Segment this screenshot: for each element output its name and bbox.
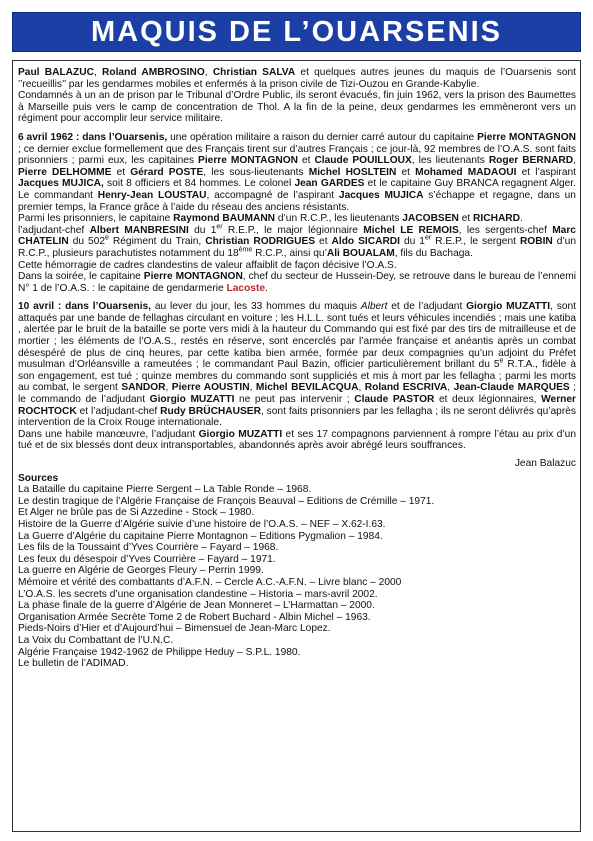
- highlight-name: Lacoste: [226, 282, 266, 294]
- bold-text-run: Giorgio MUZATTI: [198, 428, 283, 440]
- text-run: ,: [204, 67, 213, 78]
- text-run: R.E.P., le sergent: [431, 236, 520, 248]
- text-run: Condamnés à un an de prison par le Tribunal d’Ordre Public, ils seront évacués, fin juin 1962, vers la prison des Baumettes à Marseille puis vers le camp de concentration de Thol. A la fin de la peine, deux gendarmes les emmèneront vers un régiment pour accomplir leur service militaire.: [18, 90, 576, 125]
- bold-text-run: Raymond BAUMANN: [173, 213, 276, 225]
- title-banner: [12, 12, 581, 52]
- bold-text-run: Michel BEVILACQUA: [255, 382, 359, 394]
- source-item: Les fils de la Toussaint d’Yves Courrière – Fayard – 1968.: [18, 542, 279, 554]
- bold-text-run: Paul BALAZUC: [18, 67, 94, 78]
- article-paragraph: [18, 67, 576, 125]
- bold-text-run: Michel LE REMOIS: [363, 224, 459, 236]
- source-item: La guerre en Algérie de Georges Fleury – Perrin 1999.: [18, 565, 264, 577]
- text-run: une opération militaire a raison du dernier carré autour du capitaine: [167, 131, 478, 143]
- source-item: L’O.A.S. les secrets d’une organisation clandestine – Historia – mars-avril 2002.: [18, 588, 378, 600]
- text-run: , les sous-lieutenants: [203, 166, 309, 178]
- article-paragraph: [18, 301, 576, 452]
- text-run: et deux légionnaires,: [434, 394, 542, 406]
- text-run: d’un R.C.P., plusieurs parachutistes notamment du 18: [18, 236, 576, 259]
- bold-text-run: Aldo SICARDI: [331, 236, 400, 248]
- author-signature: Jean Balazuc: [514, 458, 576, 469]
- bold-text-run: Werner ROCHTOCK: [18, 394, 577, 417]
- text-run: et le capitaine Guy BRANCA regagnent Alger. Le commandant: [18, 178, 577, 201]
- text-run: e: [105, 234, 109, 242]
- bold-text-run: Rudy BRÜCHAUSER: [160, 405, 261, 417]
- text-run: ,: [93, 67, 103, 78]
- text-run: .: [265, 282, 268, 294]
- sources-heading: Sources: [18, 472, 59, 484]
- text-run: et: [315, 236, 332, 248]
- text-run: ,: [249, 382, 256, 394]
- text-run: ,: [358, 382, 365, 394]
- text-run: ,: [447, 382, 454, 394]
- text-run: Dans la soirée, le capitaine: [18, 271, 144, 283]
- text-run: du 502: [68, 236, 106, 248]
- text-run: d’un R.C.P., les lieutenants: [275, 213, 403, 225]
- bold-text-run: Pierre MONTAGNON: [143, 271, 243, 283]
- source-item: Le destin tragique de l’Algérie Française de François Beauval – Editions de Crémille – 1971.: [18, 495, 435, 507]
- text-run: , sont faits prisonniers par les fellagha ; ils ne seront délivrés qu’après intervention de la Croix Rouge internationale.: [18, 405, 576, 429]
- text-run: du 1: [400, 236, 425, 248]
- text-run: et: [396, 166, 416, 178]
- bold-text-run: Roger BERNARD: [488, 155, 574, 167]
- bold-text-run: RICHARD: [473, 213, 521, 225]
- text-run: ,: [165, 382, 172, 394]
- bold-text-run: Giorgio MUZATTI: [466, 301, 551, 313]
- bold-text-run: JACOBSEN: [402, 213, 459, 225]
- text-run: ,: [573, 155, 576, 167]
- text-run: Dans une habile manœuvre, l’adjudant: [18, 428, 199, 440]
- source-item: La Voix du Combattant de l’U.N.C.: [18, 634, 174, 646]
- bold-text-run: Roland ESCRIVA: [364, 382, 448, 394]
- source-item: La Bataille du capitaine Pierre Sergent – La Table Ronde – 1968.: [18, 484, 312, 496]
- text-run: au lever du jour, les 33 hommes du maquis: [151, 301, 361, 313]
- text-run: du 1: [188, 224, 217, 236]
- page-title: MAQUIS DE L’OUARSENIS: [91, 15, 502, 48]
- bold-text-run: Pierre DELHOMME: [18, 166, 112, 178]
- text-run: et: [298, 155, 315, 167]
- bold-text-run: SANDOR: [121, 382, 166, 394]
- bold-text-run: Roland AMBROSINO: [102, 67, 205, 78]
- text-run: ; le commando de l’adjudant: [18, 382, 576, 406]
- bold-text-run: Pierre MONTAGNON: [198, 155, 299, 167]
- bold-text-run: Christian RODRIGUES: [205, 236, 316, 248]
- text-run: l’adjudant-chef: [18, 224, 90, 236]
- article-paragraph: [18, 132, 576, 294]
- bold-text-run: Gérard POSTE: [130, 166, 204, 178]
- text-run: et l’aspirant: [516, 166, 576, 178]
- bold-text-run: Pierre MONTAGNON: [477, 131, 576, 143]
- bold-text-run: Albert MANBRESINI: [89, 224, 189, 236]
- article-frame: [12, 60, 581, 832]
- source-item: Algérie Française 1942-1962 de Philippe Heduy – S.P.L. 1980.: [18, 646, 301, 658]
- text-run: ne peut pas intervenir ;: [234, 394, 355, 406]
- source-item: Histoire de la Guerre d’Algérie suivie d’une histoire de l’O.A.S. – NEF – X.62-I.63.: [18, 518, 386, 530]
- text-run: , les lieutenants: [411, 155, 489, 167]
- text-run: , les sergents-chef: [458, 224, 553, 236]
- document-page: [10, 8, 583, 832]
- text-run: R.C.P., ainsi qu’: [252, 247, 327, 259]
- bold-text-run: 6 avril 1962 : dans l’Ouarsenis,: [18, 131, 168, 143]
- bold-text-run: ROBIN: [519, 236, 553, 248]
- text-run: et l’adjudant-chef: [76, 405, 161, 417]
- bold-text-run: Mohamed MADAOUI: [415, 166, 517, 178]
- source-item: Les feux du désespoir d’Yves Courrière – Fayard – 1971.: [18, 553, 276, 565]
- text-run: et: [458, 213, 474, 225]
- text-run: soit 8 officiers et 84 hommes. Le colonel: [103, 178, 295, 190]
- bold-text-run: Jean-Claude MARQUES: [453, 382, 570, 394]
- text-run: et: [111, 166, 131, 178]
- bold-text-run: Jacques MUJICA,: [18, 178, 104, 190]
- text-run: s’échappe et regagne, dans un premier temps, la France grâce à l’aide du réseau des anciens résistants.: [18, 189, 576, 213]
- text-run: Régiment du Train,: [108, 236, 206, 248]
- text-run: , chef du secteur de Hussein-Dey, se retrouve dans le bureau de l’ennemi N° 1 de l’O.A.S. : le capitaine de gendarmerie: [18, 271, 576, 294]
- bold-text-run: Ali BOUALAM: [326, 247, 395, 259]
- bold-text-run: Pierre AOUSTIN: [171, 382, 250, 394]
- text-run: et quelques autres jeunes du maquis de l’Ouarsenis sont ’’recueillis’’ par les gendarmes mobiles et enfermés à la prison civile de Tizi-Ouzou en Grande-Kabylie.: [18, 67, 577, 90]
- text-run: Parmi les prisonniers, le capitaine: [18, 213, 174, 225]
- bold-text-run: Claude POUILLOUX: [314, 155, 412, 167]
- text-run: er: [216, 223, 223, 231]
- text-run: Albert: [360, 301, 388, 313]
- source-item: Pieds-Noirs d’Hier et d’Aujourd’hui – Bimensuel de Jean-Marc Lopez.: [18, 623, 331, 635]
- text-run: , fils du Bachaga.: [394, 247, 473, 259]
- text-run: et ses 17 compagnons parviennent à rompre l’étau au prix d’un tué et de six blessés dont deux intransportables, abandonnés après avoir abrégé leurs souffrances.: [18, 428, 576, 452]
- paragraph-gap: [18, 125, 576, 132]
- paragraph-gap: [18, 294, 576, 301]
- article-body: [18, 67, 576, 452]
- text-run: R.E.P., le major légionnaire: [222, 224, 364, 236]
- text-run: ème: [238, 246, 253, 254]
- bold-text-run: Giorgio MUZATTI: [149, 394, 235, 406]
- bold-text-run: 10 avril : dans l’Ouarsenis,: [18, 301, 152, 313]
- text-run: .: [520, 213, 523, 225]
- text-run: et de l’adjudant: [387, 301, 467, 313]
- text-run: R.T.A., fidèle à son engagement, est tué ; quinze membres du commando sont suppliciés et mis à mort par les fellagha ; parmi les morts au combat, le sergent: [18, 359, 577, 394]
- text-run: , sont attaqués par une bande de fellaghas circulant en voiture ; les H.L.L. sont tués et leurs véhicules incendiés ; mais une katiba , alertée par le bruit de la bataille se porte vers midi à la hauteur du Commando qui est fixé par des tirs de mitrailleuse et de mortier ; les éléments de l’O.A.S., restés en réserve, sont encerclés par l’armée française et anéantis après un combat désespéré de plus de cinq heures, par cette katiba bien armée, formée par deux compagnies qu’un adjoint du Préfet musulman d’Orléansville a rameutées ; le commandant Paul Bazin, officier particulièrement brillant du 5: [18, 301, 576, 371]
- source-item: Le bulletin de l’ADIMAD.: [18, 658, 129, 670]
- bold-text-run: Claude PASTOR: [354, 394, 435, 406]
- source-item: La Guerre d’Algérie du capitaine Pierre Montagnon – Editions Pygmalion – 1984.: [18, 530, 383, 542]
- text-run: ; ce dernier exclue formellement que des Français tirent sur d’autres Français ; ce jour-là, 92 membres de l’O.A.S. sont faits prisonniers ; parmi eux, les capitaines: [18, 143, 576, 167]
- bold-text-run: Jacques MUJICA: [338, 189, 424, 201]
- source-item: Mémoire et vérité des combattants d’A.F.N. – Cercle A.C.-A.F.N. – Livre blanc – 2000: [18, 576, 402, 588]
- source-item: La phase finale de la guerre d’Algérie de Jean Monneret – L’Harmattan – 2000.: [18, 600, 375, 612]
- sources-list: [18, 484, 576, 670]
- text-run: er: [424, 234, 432, 242]
- source-item: Et Alger ne brûle pas de Si Azzedine - Stock – 1980.: [18, 507, 255, 519]
- source-item: Organisation Armée Secrète Tome 2 de Robert Buchard - Albin Michel – 1963.: [18, 611, 371, 623]
- text-run: e: [499, 357, 504, 365]
- text-run: Cette hémorragie de cadres clandestins de valeur affaiblit de façon décisive l’O.A.S.: [18, 259, 397, 271]
- bold-text-run: Jean GARDES: [294, 178, 365, 190]
- bold-text-run: Christian SALVA: [212, 67, 296, 78]
- bold-text-run: Henry-Jean LOUSTAU: [97, 189, 207, 201]
- bold-text-run: Michel HOSLTEIN: [308, 166, 397, 178]
- text-run: , accompagné de l’aspirant: [206, 189, 339, 201]
- bold-text-run: Marc CHATELIN: [18, 224, 576, 248]
